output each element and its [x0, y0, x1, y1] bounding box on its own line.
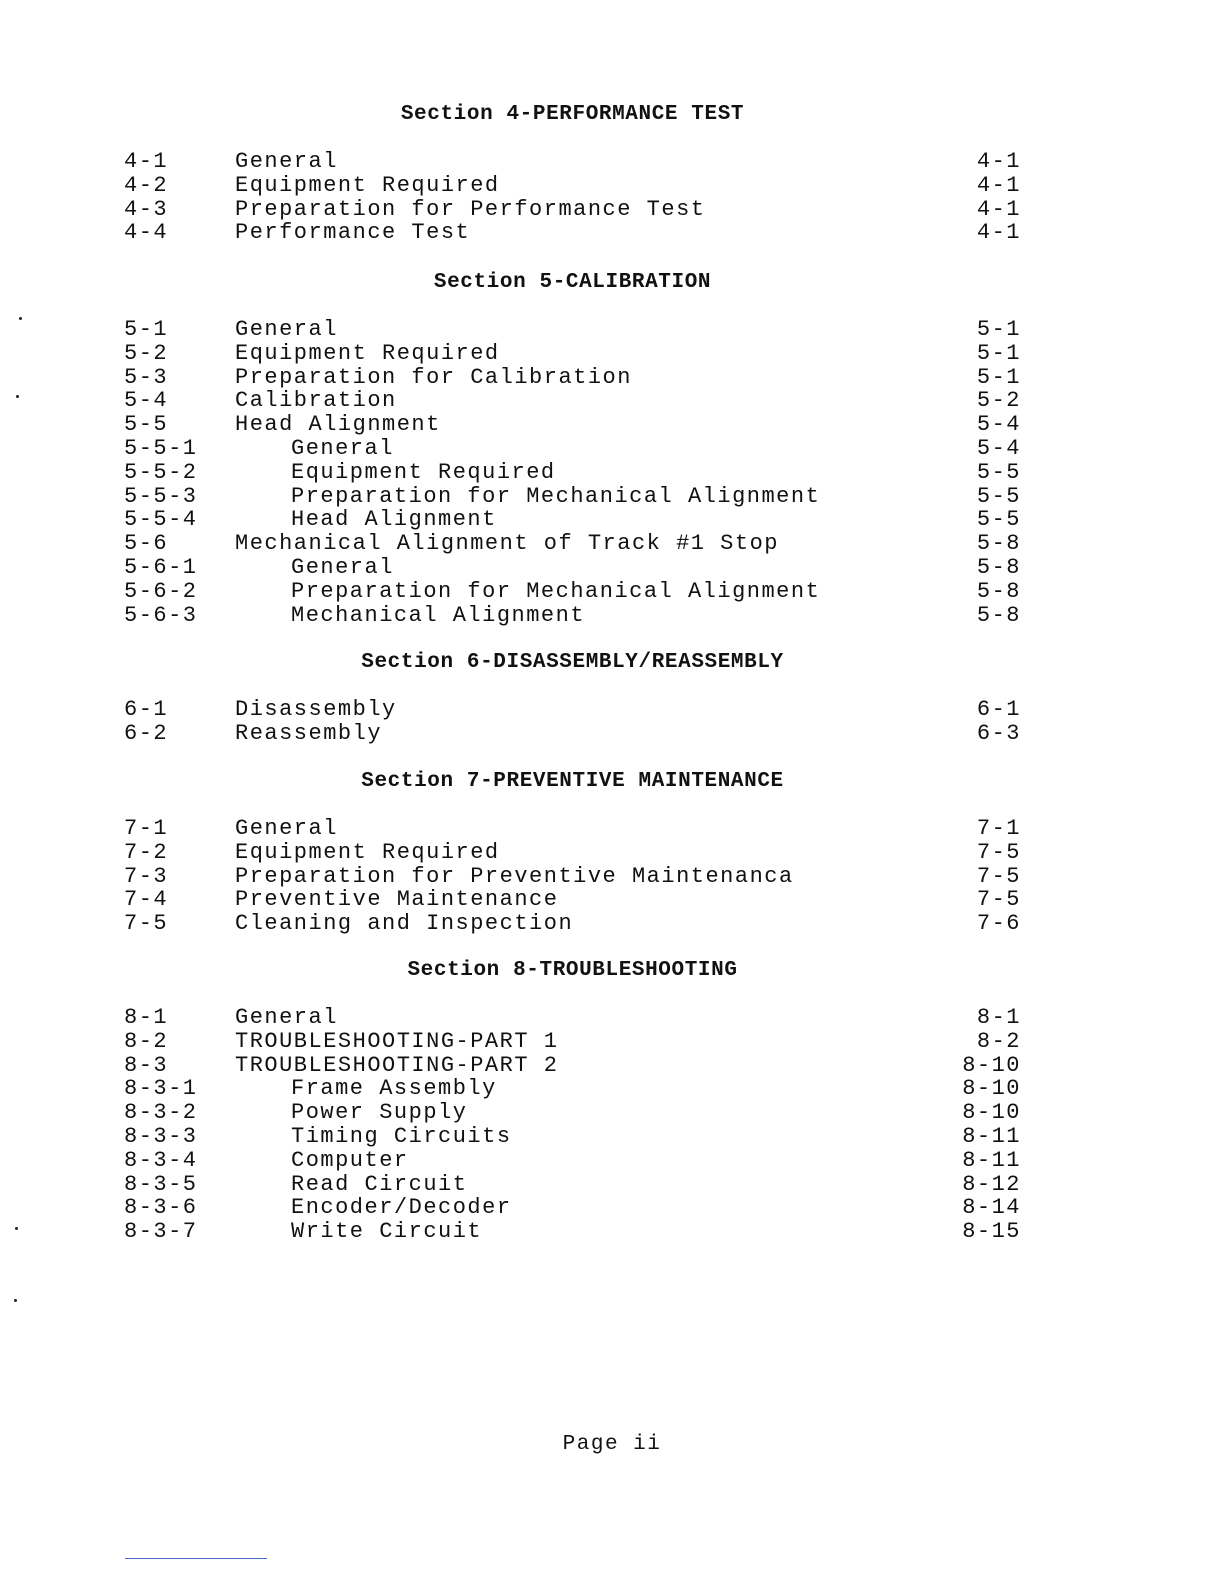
entry-title: Encoder/Decoder [291, 1195, 512, 1221]
entry-number: 5-3 [124, 364, 169, 390]
toc-entry [120, 508, 1025, 532]
entry-number: 4-2 [124, 172, 169, 198]
entry-title: Preparation for Performance Test [235, 196, 706, 222]
entry-number: 8-3-4 [124, 1147, 198, 1173]
entry-number: 5-5 [124, 412, 169, 438]
entry-title: Timing Circuits [291, 1123, 512, 1149]
scan-speck [16, 395, 19, 398]
entry-page: 5-5 [976, 507, 1021, 533]
toc-entry [120, 865, 1025, 889]
entry-page: 4-1 [976, 172, 1021, 198]
entry-page: 5-8 [976, 578, 1021, 604]
entry-page: 8-10 [962, 1076, 1021, 1102]
entry-page: 4-1 [976, 149, 1021, 174]
entry-number: 5-5-2 [124, 459, 198, 485]
toc-entry [120, 150, 1025, 174]
toc-entry [120, 413, 1025, 437]
toc-entry [120, 198, 1025, 222]
entry-number: 8-1 [124, 1005, 169, 1030]
entry-page: 5-4 [976, 435, 1021, 461]
toc-entry [120, 1101, 1025, 1125]
entry-number: 7-2 [124, 839, 169, 865]
toc-entry [120, 1006, 1025, 1030]
entry-page: 5-8 [976, 602, 1021, 628]
entry-title: Mechanical Alignment [291, 602, 586, 628]
page-number: Page ii [562, 1433, 662, 1456]
entry-number: 5-4 [124, 388, 169, 414]
entry-page: 8-2 [976, 1028, 1021, 1054]
section-heading: Section 5-CALIBRATION [433, 271, 712, 294]
entry-page: 5-4 [976, 412, 1021, 438]
toc-entry [120, 1220, 1025, 1244]
scan-speck [14, 1299, 17, 1302]
toc-entry [120, 912, 1025, 936]
entry-title: Preparation for Preventive Maintenanca [235, 863, 794, 889]
entry-number: 7-1 [124, 816, 169, 841]
entry-number: 5-1 [124, 317, 169, 342]
toc-section [120, 651, 1025, 746]
entry-page: 8-11 [962, 1147, 1021, 1173]
entry-title: Equipment Required [235, 172, 500, 198]
entry-page: 8-10 [962, 1052, 1021, 1078]
section-heading: Section 7-PREVENTIVE MAINTENANCE [361, 770, 784, 793]
toc-entry [120, 841, 1025, 865]
entry-title: General [235, 149, 338, 174]
toc-entry [120, 389, 1025, 413]
entry-title: General [291, 554, 394, 580]
entry-title: Power Supply [291, 1100, 468, 1126]
entry-title: Performance Test [235, 220, 471, 246]
entry-number: 7-3 [124, 863, 169, 889]
entry-page: 8-15 [962, 1219, 1021, 1245]
entry-number: 6-1 [124, 697, 169, 722]
toc-entry [120, 437, 1025, 461]
entry-page: 7-5 [976, 887, 1021, 913]
entry-title: Preventive Maintenance [235, 887, 559, 913]
toc-section [120, 271, 1025, 627]
entry-title: TROUBLESHOOTING-PART 1 [235, 1028, 559, 1054]
entry-title: Preparation for Calibration [235, 364, 632, 390]
entry-title: Reassembly [235, 720, 383, 746]
entry-title: Preparation for Mechanical Alignment [291, 483, 821, 509]
entry-number: 7-4 [124, 887, 169, 913]
entry-number: 8-3-7 [124, 1219, 198, 1245]
entry-title: Head Alignment [235, 412, 441, 438]
toc-entry [120, 1173, 1025, 1197]
entry-number: 5-2 [124, 340, 169, 366]
entry-number: 5-5-1 [124, 435, 198, 461]
toc-entry [120, 1149, 1025, 1173]
entry-title: Cleaning and Inspection [235, 911, 574, 937]
toc-entry [120, 698, 1025, 722]
toc-entry [120, 318, 1025, 342]
entry-page: 8-1 [976, 1005, 1021, 1030]
toc-entry [120, 461, 1025, 485]
entry-page: 5-8 [976, 554, 1021, 580]
entry-number: 6-2 [124, 720, 169, 746]
entry-number: 4-3 [124, 196, 169, 222]
section-heading: Section 6-DISASSEMBLY/REASSEMBLY [361, 651, 784, 674]
entry-number: 5-5-4 [124, 507, 198, 533]
entry-page: 6-1 [976, 697, 1021, 722]
entry-title: Equipment Required [291, 459, 556, 485]
entry-list [120, 817, 1025, 936]
entry-page: 5-5 [976, 483, 1021, 509]
entry-number: 5-6 [124, 531, 169, 557]
scan-speck [19, 317, 22, 320]
toc-entry [120, 888, 1025, 912]
entry-page: 5-2 [976, 388, 1021, 414]
entry-title: General [235, 816, 338, 841]
toc-entry [120, 1030, 1025, 1054]
entry-number: 8-3-6 [124, 1195, 198, 1221]
entry-title: Head Alignment [291, 507, 497, 533]
entry-page: 8-14 [962, 1195, 1021, 1221]
section-heading: Section 4-PERFORMANCE TEST [400, 103, 745, 126]
entry-number: 8-3-3 [124, 1123, 198, 1149]
toc-entry [120, 342, 1025, 366]
toc-entry [120, 532, 1025, 556]
entry-page: 5-1 [976, 364, 1021, 390]
entry-page: 4-1 [976, 196, 1021, 222]
toc-entry [120, 485, 1025, 509]
scan-speck [15, 1227, 18, 1230]
entry-page: 5-1 [976, 317, 1021, 342]
entry-title: Preparation for Mechanical Alignment [291, 578, 821, 604]
toc-entry [120, 221, 1025, 245]
entry-page: 8-10 [962, 1100, 1021, 1126]
section-heading: Section 8-TROUBLESHOOTING [407, 959, 738, 982]
entry-number: 5-6-3 [124, 602, 198, 628]
toc-entry [120, 1125, 1025, 1149]
entry-title: General [291, 435, 394, 461]
entry-title: Equipment Required [235, 839, 500, 865]
entry-page: 7-5 [976, 839, 1021, 865]
toc-entry [120, 556, 1025, 580]
entry-list [120, 318, 1025, 627]
entry-title: General [235, 1005, 338, 1030]
entry-number: 8-2 [124, 1028, 169, 1054]
entry-number: 4-4 [124, 220, 169, 246]
entry-page: 6-3 [976, 720, 1021, 746]
entry-title: Frame Assembly [291, 1076, 497, 1102]
toc-entry [120, 1196, 1025, 1220]
toc-entry [120, 366, 1025, 390]
toc-entry [120, 1054, 1025, 1078]
entry-title: Mechanical Alignment of Track #1 Stop [235, 531, 779, 557]
entry-number: 5-5-3 [124, 483, 198, 509]
toc-entry [120, 1077, 1025, 1101]
entry-page: 5-1 [976, 340, 1021, 366]
entry-title: Write Circuit [291, 1219, 483, 1245]
toc-entry [120, 174, 1025, 198]
entry-page: 7-1 [976, 816, 1021, 841]
entry-title: Equipment Required [235, 340, 500, 366]
entry-number: 4-1 [124, 149, 169, 174]
entry-number: 8-3 [124, 1052, 169, 1078]
bottom-rule [125, 1558, 267, 1559]
toc-entry [120, 722, 1025, 746]
entry-number: 8-3-5 [124, 1171, 198, 1197]
entry-title: General [235, 317, 338, 342]
entry-title: TROUBLESHOOTING-PART 2 [235, 1052, 559, 1078]
entry-number: 7-5 [124, 911, 169, 937]
entry-page: 7-5 [976, 863, 1021, 889]
toc-entry [120, 604, 1025, 628]
entry-title: Read Circuit [291, 1171, 468, 1197]
entry-page: 7-6 [976, 911, 1021, 937]
entry-number: 8-3-2 [124, 1100, 198, 1126]
entry-title: Disassembly [235, 697, 397, 722]
entry-title: Computer [291, 1147, 409, 1173]
entry-number: 5-6-1 [124, 554, 198, 580]
entry-list [120, 150, 1025, 245]
entry-list [120, 698, 1025, 746]
toc-entry [120, 580, 1025, 604]
entry-page: 8-12 [962, 1171, 1021, 1197]
entry-number: 5-6-2 [124, 578, 198, 604]
entry-page: 5-8 [976, 531, 1021, 557]
entry-page: 4-1 [976, 220, 1021, 246]
entry-number: 8-3-1 [124, 1076, 198, 1102]
toc-section [120, 770, 1025, 936]
toc-section [120, 959, 1025, 1244]
toc-section [120, 103, 1025, 245]
entry-list [120, 1006, 1025, 1244]
entry-page: 5-5 [976, 459, 1021, 485]
entry-page: 8-11 [962, 1123, 1021, 1149]
toc-entry [120, 817, 1025, 841]
entry-title: Calibration [235, 388, 397, 414]
